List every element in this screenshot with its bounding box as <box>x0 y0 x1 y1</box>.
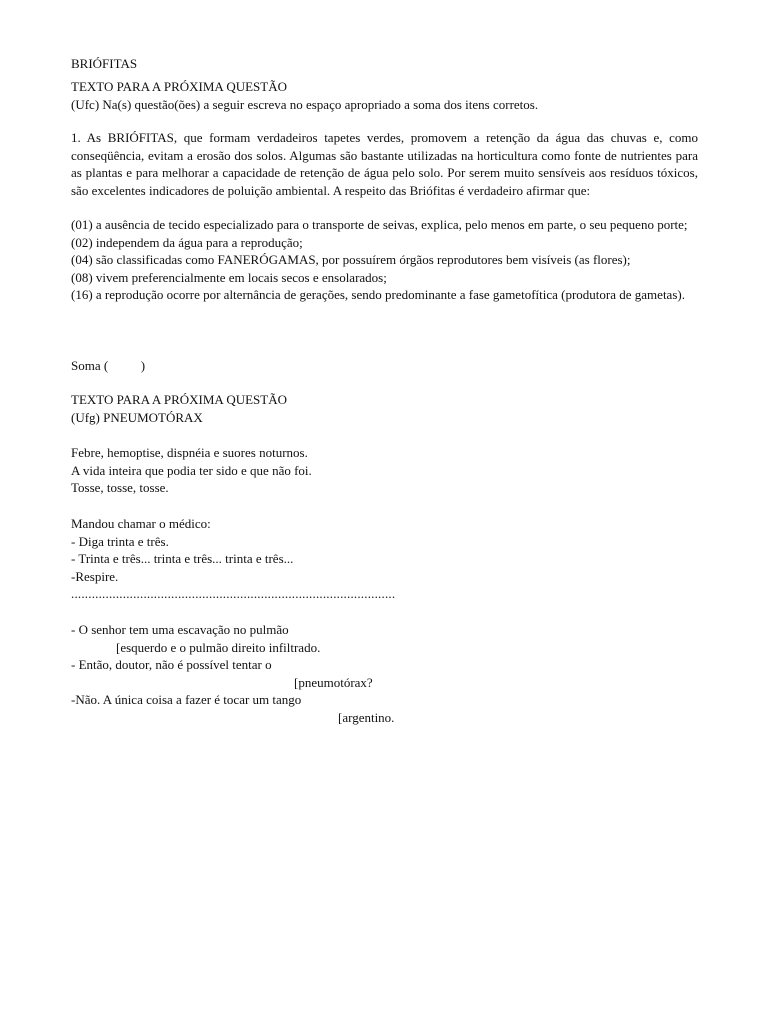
second-question-header <box>71 391 698 426</box>
title-briofitas: BRIÓFITAS <box>71 56 138 71</box>
item-08: (08) vivem preferencialmente em locais secos e ensolarados; <box>71 269 387 285</box>
poem-stanza-3 <box>71 621 698 727</box>
poem-line: - Trinta e três... trinta e três... trinta e três... <box>71 551 294 567</box>
poem-stanza-1 <box>71 444 698 497</box>
question-instructions: (Ufc) Na(s) questão(ões) a seguir escreva no espaço apropriado a soma dos itens corretos. <box>71 96 539 112</box>
question-1-items <box>71 216 698 304</box>
poem-line: Mandou chamar o médico: <box>71 516 211 531</box>
poem-source: (Ufg) PNEUMOTÓRAX <box>71 409 203 425</box>
poem-line-indented: [pneumotórax? <box>294 674 373 690</box>
document-title <box>71 55 698 73</box>
poem-line: -Respire. <box>71 568 119 584</box>
soma-answer-field: Soma ( ) <box>71 358 146 373</box>
poem-line-indented: [esquerdo e o pulmão direito infiltrado. <box>116 639 321 655</box>
poem-stanza-2 <box>71 515 698 603</box>
question-1-intro: 1. As BRIÓFITAS, que formam verdadeiros tapetes verdes, promovem a retenção da água das chuvas e, como conseqüência, evitam a erosão dos solos. Algumas são bastante utilizadas na horticultura como fonte de nutrientes para as plantas e para melhorar a capacidade de retenção de água pelo solo. Por serem muito sensíveis aos resíduos tóxicos, são excelentes indicadores de poluição ambiental. A respeito das Briófitas é verdadeiro afirmar que: <box>71 130 698 198</box>
poem-line: Febre, hemoptise, dispnéia e suores noturnos. <box>71 445 308 460</box>
item-02: (02) independem da água para a reprodução; <box>71 234 303 250</box>
poem-line: Tosse, tosse, tosse. <box>71 480 169 496</box>
poem-line: A vida inteira que podia ter sido e que não foi. <box>71 462 312 478</box>
section-heading: TEXTO PARA A PRÓXIMA QUESTÃO <box>71 79 287 94</box>
item-01: (01) a ausência de tecido especializado para o transporte de seivas, explica, pelo menos em parte, o seu pequeno porte; <box>71 217 688 232</box>
section-heading-2: TEXTO PARA A PRÓXIMA QUESTÃO <box>71 392 287 407</box>
poem-line: -Não. A única coisa a fazer é tocar um tango <box>71 692 302 708</box>
poem-line: - O senhor tem uma escavação no pulmão <box>71 622 289 637</box>
poem-line: - Diga trinta e três. <box>71 533 169 549</box>
question-header <box>71 78 698 113</box>
dotted-separator: .............................................................................................. <box>71 586 396 602</box>
poem-line-indented: [argentino. <box>338 709 395 725</box>
poem-line: - Então, doutor, não é possível tentar o <box>71 657 272 673</box>
item-16: (16) a reprodução ocorre por alternância de gerações, sendo predominante a fase gametofítica (produtora de gametas). <box>71 287 685 303</box>
item-04: (04) são classificadas como FANERÓGAMAS, por possuírem órgãos reprodutores bem visíveis (as flores); <box>71 252 631 268</box>
